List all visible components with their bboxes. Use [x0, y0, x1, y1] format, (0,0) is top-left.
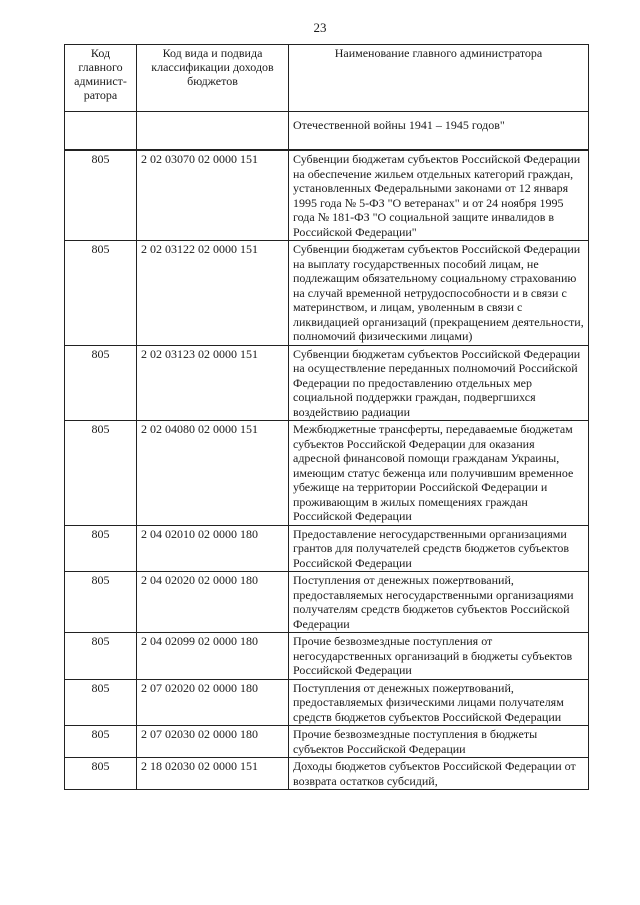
cell-admin-name: Прочие безвозмездные поступления от негосударственных организаций в бюджеты субъектов Российской Федерации [289, 633, 589, 680]
table-row [65, 679, 589, 726]
cell-admin-code: 805 [65, 726, 137, 758]
table-row-continuation [65, 112, 589, 150]
table-row [65, 151, 589, 241]
table-row [65, 241, 589, 346]
table-row [65, 758, 589, 790]
cell-admin-code: 805 [65, 421, 137, 526]
cell-classification-code [137, 112, 289, 150]
cell-admin-name: Поступления от денежных пожертвований, предоставляемых физическими лицами получателям средств бюджетов субъектов Российской Федерации [289, 679, 589, 726]
cell-admin-name: Межбюджетные трансферты, передаваемые бюджетам субъектов Российской Федерации для оказания адресной финансовой помощи гражданам Украины, имеющим статус беженца или получившим временное убежище на территории Российской Федерации и проживающим в жилых помещениях граждан Российской Федерации [289, 421, 589, 526]
cell-classification-code: 2 18 02030 02 0000 151 [137, 758, 289, 790]
header-admin-code: Код главного админист-ратора [65, 45, 137, 112]
page-bottom-margin [0, 849, 640, 905]
revenue-administrators-table [64, 44, 589, 790]
cell-classification-code: 2 04 02020 02 0000 180 [137, 572, 289, 633]
cell-classification-code: 2 02 03122 02 0000 151 [137, 241, 289, 346]
cell-admin-code: 805 [65, 758, 137, 790]
cell-classification-code: 2 07 02030 02 0000 180 [137, 726, 289, 758]
cell-admin-code: 805 [65, 241, 137, 346]
cell-admin-name: Предоставление негосударственными организациями грантов для получателей средств бюджетов субъектов Российской Федерации [289, 525, 589, 572]
table-row [65, 421, 589, 526]
table-row [65, 726, 589, 758]
cell-admin-name: Субвенции бюджетам субъектов Российской Федерации на осуществление переданных полномочий Российской Федерации по предоставлению отдельных мер социальной поддержки граждан, подвергшихся воздействию радиации [289, 345, 589, 421]
header-classification-code: Код вида и подвида классификации доходов бюджетов [137, 45, 289, 112]
table-row [65, 572, 589, 633]
table-row [65, 525, 589, 572]
cell-classification-code: 2 02 03123 02 0000 151 [137, 345, 289, 421]
cell-admin-name: Поступления от денежных пожертвований, предоставляемых негосударственными организациями получателям средств бюджетов субъектов Российской Федерации [289, 572, 589, 633]
page-number: 23 [313, 20, 327, 35]
cell-admin-name: Отечественной войны 1941 – 1945 годов" [289, 112, 589, 150]
cell-admin-code: 805 [65, 633, 137, 680]
cell-admin-code: 805 [65, 572, 137, 633]
table-row [65, 633, 589, 680]
cell-admin-code: 805 [65, 345, 137, 421]
cell-admin-code: 805 [65, 679, 137, 726]
cell-classification-code: 2 02 03070 02 0000 151 [137, 151, 289, 241]
cell-admin-name: Доходы бюджетов субъектов Российской Федерации от возврата остатков субсидий, [289, 758, 589, 790]
cell-classification-code: 2 07 02020 02 0000 180 [137, 679, 289, 726]
table-row [65, 345, 589, 421]
cell-admin-name: Субвенции бюджетам субъектов Российской Федерации на выплату государственных пособий лицам, не подлежащим обязательному социальному страхованию на случай временной нетрудоспособности и в связи с материнством, и лицам, уволенным в связи с ликвидацией организаций (прекращением деятельности, полномочий физическими лицами) [289, 241, 589, 346]
table-header-row [65, 45, 589, 112]
cell-classification-code: 2 04 02010 02 0000 180 [137, 525, 289, 572]
cell-classification-code: 2 04 02099 02 0000 180 [137, 633, 289, 680]
cell-admin-name: Прочие безвозмездные поступления в бюджеты субъектов Российской Федерации [289, 726, 589, 758]
header-admin-name: Наименование главного администратора [289, 45, 589, 112]
cell-classification-code: 2 02 04080 02 0000 151 [137, 421, 289, 526]
cell-admin-name: Субвенции бюджетам субъектов Российской Федерации на обеспечение жильем отдельных категорий граждан, установленных Федеральными законами от 12 января 1995 года № 5-ФЗ "О ветеранах" и от 24 ноября 1995 года № 181-ФЗ "О социальной защите инвалидов в Российской Федерации" [289, 151, 589, 241]
cell-admin-code: 805 [65, 151, 137, 241]
cell-admin-code [65, 112, 137, 150]
cell-admin-code: 805 [65, 525, 137, 572]
